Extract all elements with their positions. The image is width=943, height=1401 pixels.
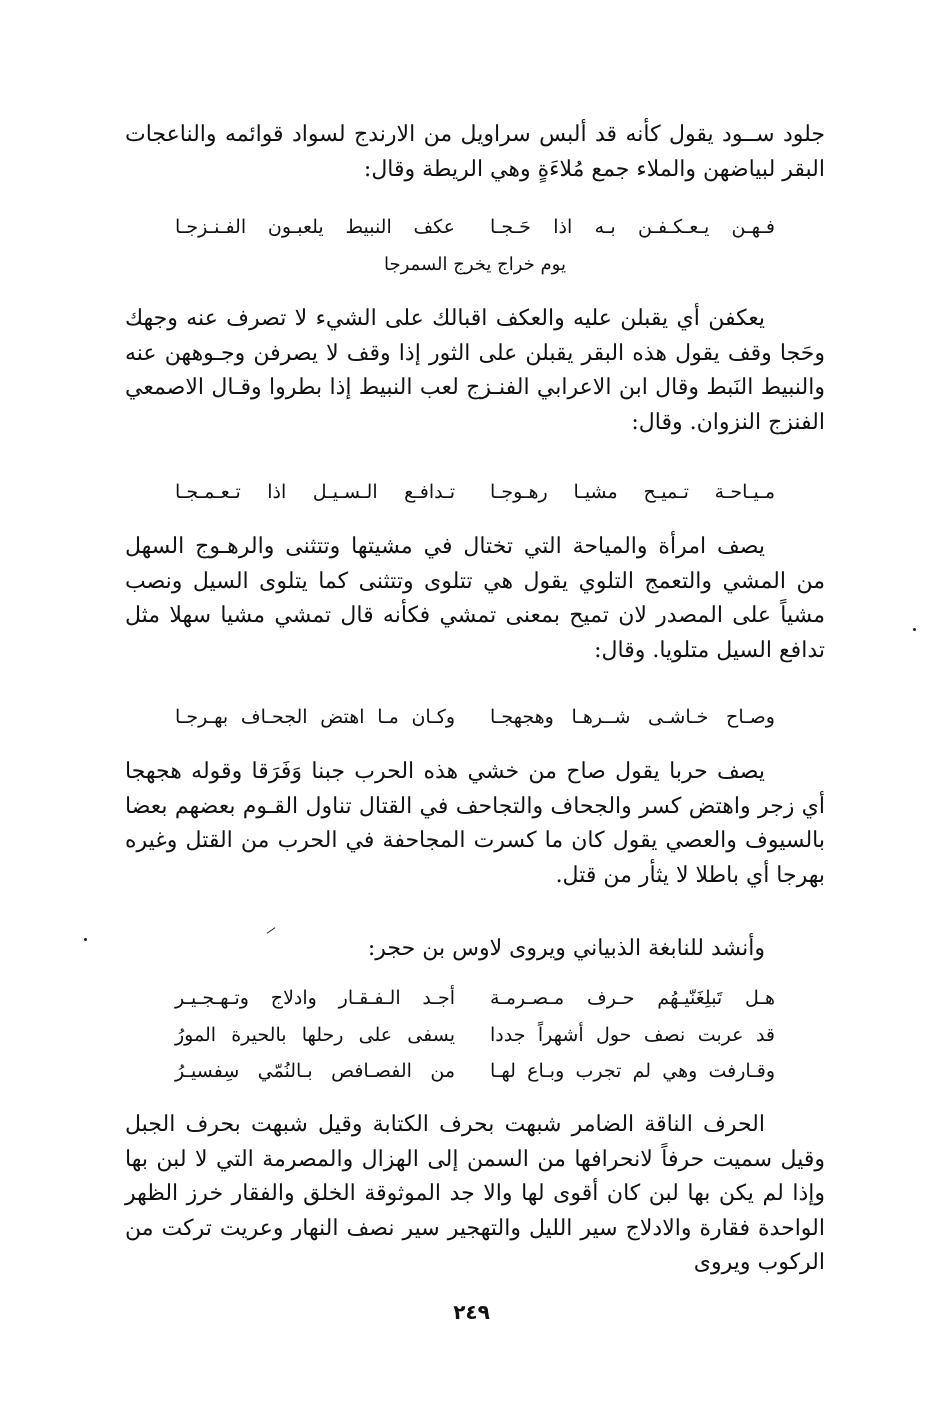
verse-6-first-hemistich: وقـارفت وهي لم تجرب وبـاع لهـا bbox=[490, 1060, 775, 1082]
verse-5-second-hemistich: يسفى على رحلها بالحيرة المورُ bbox=[175, 1024, 455, 1046]
paragraph-5: وأنشد للنابغة الذبياني ويروى لاوس بن حجر: bbox=[367, 936, 765, 961]
paragraph-1: جلود ســود يقول كأنه قد ألبس سراويل من الارندج لسواد قوائمه والناعجات البقر لبياضهن والملاء جمع مُلاءَةٍ وهي الريطة وقال: bbox=[125, 122, 825, 182]
verse-3-first-hemistich: وصـاح خـاشـى شــرهـا وهجهجـا bbox=[490, 706, 775, 728]
verse-2-second-hemistich: تـدافـع الـسـيـل اذا تـعـمـجـا bbox=[175, 481, 455, 503]
verse-2-first-hemistich: مـيـاحـة تـميـح مشيـا رهـوجـا bbox=[490, 481, 775, 503]
paragraph-4: يصف حربا يقول صاح من خشي هذه الحرب جبنا وَفَرَقا وقوله هجهجا أي زجر واهتض كسر والجحاف والتجاحف في القتال تناول القـوم بعضهم بعضا بالسيوف والعصي يقول كان ما كسرت المجاحفة في الحرب من القتل وغيره بهرجا أي باطلا لا يثأر من قتل. bbox=[125, 759, 825, 888]
paragraph-6: الحرف الناقة الضامر شبهت بحرف الكتابة وقيل شبهت بحرف الجبل وقيل سميت حرفاً لانحرافها من السمن إلى الهزال والمصرمة التي لا لبن بها وإذا لم يكن بها لبن كان أقوى لها والا جد الموثوقة الخلق والفقار خرز الظهر الواحدة فقارة والادلاج سير الليل والتهجير سير نصف النهار وعريت تركت من الركوب ويروى bbox=[125, 1112, 825, 1275]
verse-1-first-hemistich: فـهـن يـعـكـفـن بـه اذا حَـجـا bbox=[490, 216, 775, 238]
verse-4-first-hemistich: هـل تَبلِغَنّيـهُم حـرف مـصـرمـة bbox=[490, 987, 775, 1009]
verse-3-second-hemistich: وكـان مـا اهتض الجحـاف بهـرجـا bbox=[175, 706, 455, 728]
scan-speck bbox=[913, 628, 916, 631]
verse-1-third-hemistich: يوم خراج يخرج السمرجا bbox=[384, 254, 566, 275]
paragraph-3: يصف امرأة والمياحة التي تختال في مشيتها وتتثنى والرهـوج السهل من المشي والتعمج التلوي يقول هي تتلوى وتتثنى كما يتلوى السيل ونصب مشياً على المصدر لان تميح بمعنى تمشي فكأنه قال تمشي مشيا سهلا مثل تدافع السيل متلويا. وقال: bbox=[125, 534, 825, 663]
paragraph-2: يعكفن أي يقبلن عليه والعكف اقبالك على الشيء لا تصرف عنه وجهك وحَجا وقف يقول هذه البقر يقبلن على الثور إذا وقف لا يصرفن وجـوههن عنه والنبيط النَبط وقال ابن الاعرابي الفنـزج لعب النبيط إذا بطروا وقـال الاصمعي الفنزج النزوان. وقال: bbox=[125, 306, 825, 435]
verse-1-second-hemistich: عكف النبيط يلعبـون الفـنـزجـا bbox=[175, 216, 455, 238]
verse-6-second-hemistich: من الفصـافص بـالنُمّي سِفسيـرُ bbox=[175, 1060, 455, 1082]
verse-5-first-hemistich: قد عربت نصف حول أشهراً جددا bbox=[490, 1024, 775, 1046]
scan-speck bbox=[84, 938, 87, 941]
verse-4-second-hemistich: أجـد الـفـقـار وادلاج وتـهـجـيـر bbox=[175, 987, 455, 1009]
page-number: ٢٤٩ bbox=[453, 1300, 490, 1324]
